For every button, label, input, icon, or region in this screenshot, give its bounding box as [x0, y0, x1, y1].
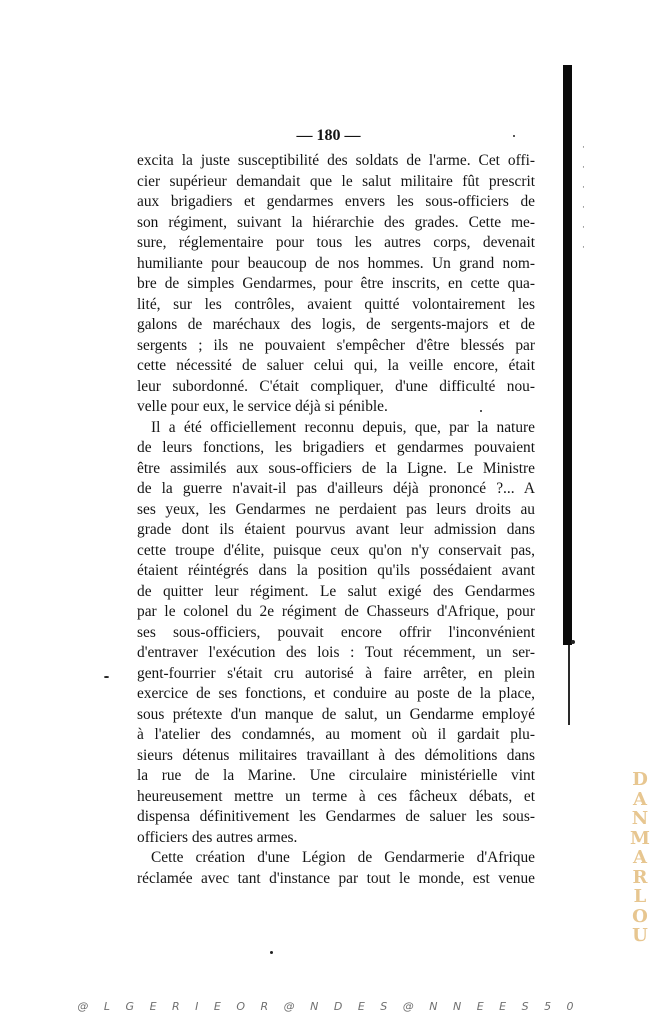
watermark-letter: U: [632, 925, 648, 946]
watermark-letter: N: [631, 808, 649, 829]
scan-speck: [270, 951, 273, 954]
text-line: cette nécessité de saluer celui qui, la veille encore, était: [137, 357, 535, 374]
text-line: à l'atelier des condamnés, au moment où il gardait plu-: [137, 726, 535, 743]
text-line: grade dont ils étaient pourvus avant leur admission dans: [137, 521, 535, 538]
watermark-letter: A: [633, 847, 647, 868]
text-line: ses yeux, les Gendarmes ne perdaient pas leurs droits au: [137, 500, 535, 518]
text-line: sous prétexte d'un manque de salut, un Gendarme employé: [137, 705, 535, 723]
watermark-letter: L: [633, 886, 647, 907]
text-line: sure, réglementaire pour tous les autres corps, devenait: [137, 234, 535, 251]
scan-speck: [480, 410, 482, 412]
text-line: ses sous-officiers, pouvait encore offrir l'inconvénient: [137, 623, 535, 641]
text-line: par le colonel du 2e régiment de Chasseurs d'Afrique, pour: [137, 603, 535, 620]
watermark-letter: A: [633, 788, 647, 810]
text-line: lité, sur les contrôles, avaient quitté volontairement les: [137, 295, 535, 313]
text-line: d'entraver l'exécution des lois : Tout récemment, un ser-: [137, 644, 535, 661]
text-line: cier supérieur demandait que le salut militaire fût prescrit: [137, 172, 535, 190]
text-line: réclamée avec tant d'instance par tout le monde, est venue: [137, 869, 535, 887]
text-line: heureusement mettre un terme à ces fâcheux débats, et: [137, 787, 535, 805]
text-line: Il a été officiellement reconnu depuis, que, par la nature: [151, 418, 535, 436]
text-line: galons de maréchaux des logis, de sergents-majors et de: [137, 316, 535, 333]
text-line: excita la juste susceptibilité des soldats de l'arme. Cet offi-: [137, 152, 535, 169]
text-line: sieurs détenus militaires travaillant à des démolitions dans: [137, 746, 535, 764]
text-line: la rue de la Marine. Une circulaire ministérielle vint: [137, 767, 535, 784]
watermark-stamp: [628, 770, 652, 946]
page-edge-bar-thin: [568, 645, 570, 725]
text-line: humiliante pour beaucoup de nos hommes. Un grand nom-: [137, 254, 535, 272]
text-line: gent-fourrier s'était cru autorisé à faire arrêter, en plein: [137, 664, 535, 682]
scan-speck: [571, 640, 575, 644]
margin-bleed-marks: · · · · · ·: [582, 143, 585, 253]
text-line: étaient réintégrés dans la position qu'ils possédaient avant: [137, 562, 535, 579]
text-line: velle pour eux, le service déjà si pénible.: [137, 398, 388, 415]
watermark-letter: D: [632, 769, 648, 790]
text-line: son régiment, suivant la hiérarchie des grades. Cette me-: [137, 213, 535, 231]
text-line: leur subordonné. C'était compliquer, d'une difficulté nou-: [137, 377, 535, 395]
text-line: de quitter leur régiment. Le salut exigé des Gendarmes: [137, 582, 535, 600]
page-number: — 180 —: [296, 127, 361, 144]
text-line: bre de simples Gendarmes, pour être inscrits, en cette qua-: [137, 275, 535, 292]
watermark-letter: O: [632, 905, 648, 927]
text-line: officiers des autres armes.: [137, 828, 298, 846]
text-line: dispensa définitivement les Gendarmes de saluer les sous-: [137, 808, 535, 825]
watermark-letter: M: [630, 827, 650, 849]
text-line: de la guerre n'avait-il pas d'ailleurs déjà prononcé ?... A: [137, 480, 535, 497]
text-line: de leurs fonctions, les brigadiers et gendarmes pouvaient: [137, 439, 535, 456]
text-line: aux brigadiers et gendarmes envers les sous-officiers de: [137, 193, 535, 210]
text-line: sergents ; ils ne pouvaient s'empêcher d'être blessés par: [137, 336, 535, 354]
text-line: Cette création d'une Légion de Gendarmerie d'Afrique: [151, 849, 535, 866]
text-line: être assimilés aux sous-officiers de la Ligne. Le Ministre: [137, 459, 535, 477]
page-edge-bar: [563, 65, 572, 645]
scan-speck: [104, 676, 109, 678]
body-text: [137, 151, 535, 889]
text-line: cette troupe d'élite, puisque ceux qu'on n'y conservait pas,: [137, 541, 535, 559]
text-line: exercice de ses fonctions, et conduire au poste de la place,: [137, 685, 535, 702]
watermark-letter: R: [632, 866, 648, 888]
scan-speck: [513, 135, 515, 137]
footer-caption: @ L G E R I E O R @ N D E S @ N N E E S 5 0: [77, 1000, 580, 1013]
